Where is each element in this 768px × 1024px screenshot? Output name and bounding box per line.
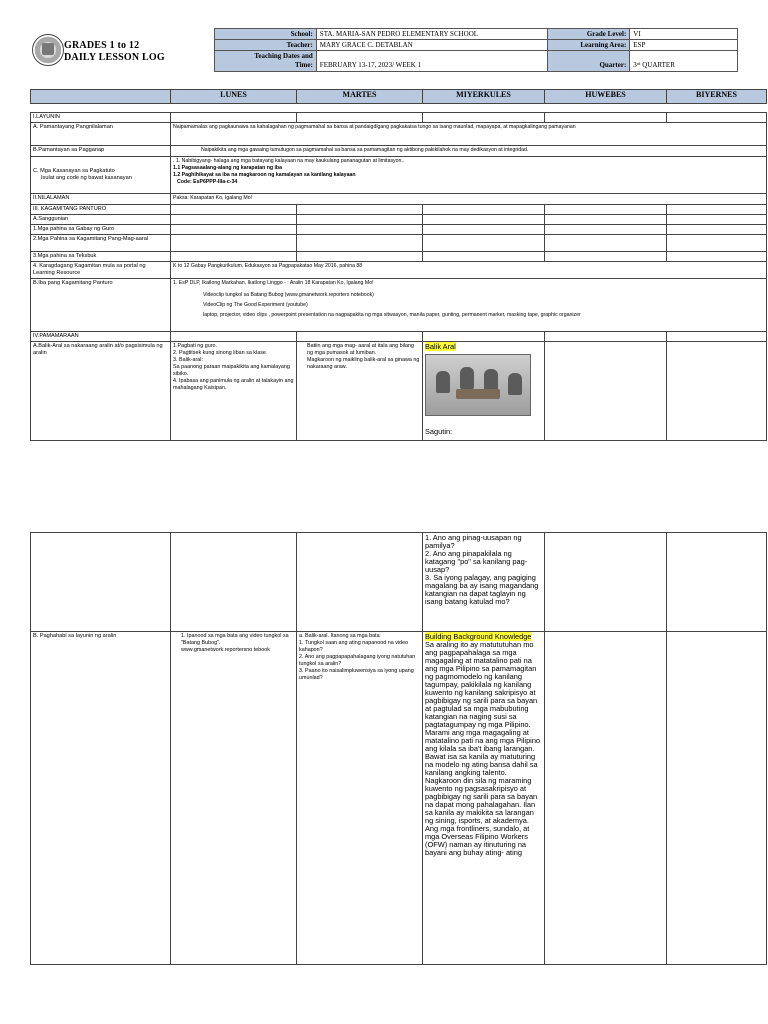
layunin-row <box>31 113 767 123</box>
dates-label-line-1: Teaching Dates and <box>254 52 313 60</box>
balik-lunes-line-4: Sa paanong paraan maipakikita ang kamalayang sibiko. <box>173 364 290 377</box>
karagdagang-row <box>31 262 767 279</box>
paghahabi-row <box>31 632 767 965</box>
cell <box>171 235 297 252</box>
cell <box>423 205 545 215</box>
kasanayan-line-4: Code: EsP6PPP-IIIa-c-34 <box>177 179 238 185</box>
title-line-2: DAILY LESSON LOG <box>64 52 165 63</box>
cell <box>423 215 545 225</box>
cell <box>667 252 767 262</box>
cell <box>297 533 423 632</box>
cell <box>423 225 545 235</box>
cell <box>297 235 423 252</box>
continuation-row <box>31 533 767 632</box>
kasanayan-label <box>31 157 171 194</box>
lesson-grid-page-2 <box>30 532 767 965</box>
pamamaraan-row <box>31 332 767 342</box>
kagamitang-mag-aaral-label: 2.Mga Pahina sa Kagamitang Pang-Mag-aaral <box>31 235 171 252</box>
balik-martes-line-2: Magkaroon ng maikling balik-aral sa ginawa ng nakaraang araw. <box>307 357 420 370</box>
karagdagang-label: 4. Karagdagang Kagamitan mula sa portal ng Learning Resource <box>31 262 171 279</box>
nilalaman-row <box>31 194 767 205</box>
balik-aral-heading: Balik Aral <box>425 342 456 351</box>
balik-aral-label: A.Balik-Aral sa nakaraang aralin at/o pagsisimula ng aralin <box>31 342 171 441</box>
cell <box>423 113 545 123</box>
question-2: 2. Ano ang pinapakilala ng katagang "po" sa kanilang pag-uusap? <box>425 549 528 574</box>
teksbuk-label: 3.Mga pahina sa Teksbuk <box>31 252 171 262</box>
cell <box>171 533 297 632</box>
paghahabi-lunes <box>171 632 297 965</box>
kasanayan-line-1: . 1. Nabibigyang- halaga ang mga batayang kalayaan na may kaukulang pananagutan at limitasyon.. <box>173 158 405 164</box>
teacher-label: Teacher: <box>215 40 317 51</box>
cell <box>667 113 767 123</box>
kasanayan-line-3: 1.2 Paghihikayat sa iba na magkaroon ng kamalayan sa kanilang kalayaan <box>173 172 356 178</box>
sanggunian-label: A.Sanggunian <box>31 215 171 225</box>
iba-line-4: laptop, projector, video clips , powerpoint presentation na nagpapakita ng mga sitwasyon, manila paper, gunting, permanent marker, masking tape, graphic organizer <box>203 312 581 318</box>
cell <box>423 252 545 262</box>
cell <box>545 225 667 235</box>
cell <box>297 113 423 123</box>
day-header-blank <box>31 90 171 104</box>
paghahabi-label: B. Paghahabi sa layunin ng aralin <box>31 632 171 965</box>
grade-value: VI <box>630 29 738 40</box>
iba-line-1: 1. EsP DLP, Ikatlong Markahan, Ikatlong Linggo - : Aralin 18 Karapatan Ko, Igalang Mo! <box>173 280 374 286</box>
cell <box>545 332 667 342</box>
header-info-table <box>214 28 738 72</box>
cell <box>171 113 297 123</box>
balik-aral-questions <box>423 533 545 632</box>
building-background-heading: Building Background Knowledge <box>425 632 532 641</box>
area-label: Learning Area: <box>548 40 630 51</box>
cell <box>545 205 667 215</box>
pamamaraan-label: IV.PAMAMARAAN <box>31 332 171 342</box>
gabay-label: 1.Mga pahina sa Gabay ng Guro <box>31 225 171 235</box>
nilalaman-text: Paksa: Karapatan Ko, Igalang Mo! <box>171 194 767 205</box>
cell <box>545 113 667 123</box>
grade-label: Grade Level: <box>548 29 630 40</box>
paghahabi-lunes-line-2: www.gmanetwork.reportersno tebook <box>181 647 270 653</box>
cell <box>297 252 423 262</box>
dates-label-line-2: Time: <box>295 61 313 69</box>
day-header-martes: MARTES <box>297 90 423 104</box>
sanggunian-row <box>31 215 767 225</box>
paghahabi-martes-line-4: 3. Paano ito naisalimpluwensiya sa iyong upang umunlad? <box>299 668 414 681</box>
quarter-label: Quarter: <box>548 51 630 72</box>
dates-value: FEBRUARY 13-17, 2023/ WEEK 1 <box>316 51 548 72</box>
teksbuk-row <box>31 252 767 262</box>
kagamitan-row <box>31 205 767 215</box>
balik-aral-row <box>31 342 767 441</box>
cell <box>297 205 423 215</box>
paghahabi-martes-line-2: 1. Tungkol saan ang ating napanood na video kahapon? <box>299 640 409 653</box>
iba-line-2: Videoclip tungkol sa Batang Bubog (www.gmanetwork.reporters notebook) <box>203 292 374 298</box>
day-header-huwebes: HUWEBES <box>545 90 667 104</box>
nilalaman-label: II.NILALAMAN <box>31 194 171 205</box>
cell <box>667 225 767 235</box>
question-3: 3. Sa iyong palagay, ang pagiging magalang ba ay isang magandang katangian na dapat taglayin ng isang batang katulad mo? <box>425 573 539 606</box>
paghahabi-martes <box>297 632 423 965</box>
figure-shape <box>484 369 498 391</box>
figure-shape <box>508 373 522 395</box>
day-header-biyernes: BIYERNES <box>667 90 767 104</box>
cell <box>667 632 767 965</box>
iba-text <box>171 279 767 332</box>
kagamitan-label: III. KAGAMITANG PANTURO <box>31 205 171 215</box>
pagganap-row <box>31 146 767 157</box>
cell <box>297 225 423 235</box>
pagganap-label: B.Pamantayan sa Pagganap <box>31 146 171 157</box>
cell <box>545 342 667 441</box>
lesson-grid-page-1 <box>30 89 767 441</box>
gabay-row <box>31 225 767 235</box>
balik-lunes-line-5: 4. Ipabasa ang panimula ng aralin at talakayin ang mahalagang Kaisipan. <box>173 378 294 391</box>
building-background-text: Sa araling ito ay matututuhan mo ang pagpapahalaga sa mga magagaling at matatalino pati na ang mga Pilipino sa pamamagitan ng pagmomodelo ng kanilang tagumpay, pakikilala ng kanilang kuwento ng kanilang sakripisyo at pagbibigay ng sarili para sa bayan at pagtulad sa mga mabubuting katangian na naging susi sa pagtatagumpay ng mga Pilipino. Marami ang mga magagaling at matatalino pati na ang mga Pilipino ang kilala sa iba't ibang larangan. Bawat isa sa kanila ay matuturing na modelo ng ating bansa dahil sa kanilang angking talento. Nagkaroon din sila ng maraming kuwento ng pagsasakripisyo at pagbibigay ng sarili para sa bayan na dapat mong pahalagahan. Ilan sa kanila ay makikita sa larangan ng sining, isports, at akademya. Ang mga frontliners, sundalo, at mga Overseas Filipino Workers (OFW) naman ay itinuturing na bayani ang buhay ating- ating <box>425 640 541 857</box>
figure-shape <box>460 367 474 389</box>
cell <box>171 252 297 262</box>
cell <box>423 332 545 342</box>
iba-row <box>31 279 767 332</box>
cell <box>545 235 667 252</box>
cell <box>667 235 767 252</box>
table-shape <box>456 389 500 399</box>
cell <box>667 332 767 342</box>
cell <box>667 215 767 225</box>
figure-shape <box>436 371 450 393</box>
dates-label <box>215 51 317 72</box>
cell <box>423 235 545 252</box>
family-illustration-image <box>425 354 531 416</box>
balik-aral-martes <box>297 342 423 441</box>
spacer-cell <box>31 104 767 113</box>
day-header-miyerkules: MIYERKULES <box>423 90 545 104</box>
document-title <box>64 40 165 64</box>
school-value: STA. MARIA-SAN PEDRO ELEMENTARY SCHOOL <box>316 29 548 40</box>
teacher-value: MARY GRACE C. DETABLAN <box>316 40 548 51</box>
cell <box>171 332 297 342</box>
paghahabi-martes-line-1: a. Balik-aral. Itanong sa mga bata <box>299 633 380 639</box>
balik-lunes-line-1: 1.Pagbati ng guro. <box>173 343 218 349</box>
kasanayan-row <box>31 157 767 194</box>
day-header-row <box>31 90 767 104</box>
school-label: School: <box>215 29 317 40</box>
cell <box>545 252 667 262</box>
iba-label: B.Iba pang Kagamitang Panturo <box>31 279 171 332</box>
kasanayan-label-line-2: Isulat ang code ng bawat kasanayan <box>41 175 132 181</box>
pagganap-text: Naipakikita ang mga gawaing tumutugon sa pagmamahal sa bansa sa pamamagitan ng aktibong pakikilahok na may dedikasyon at integridad. <box>171 146 767 157</box>
kasanayan-label-line-1: C. Mga Kasanayan sa Pagkatuto <box>33 168 115 174</box>
layunin-label: I.LAYUNIN <box>31 113 171 123</box>
question-1: 1. Ano ang pinag-uusapan ng pamilya? <box>425 533 522 550</box>
pangnilalaman-label: A. Pamantayang Pangnilalaman <box>31 123 171 146</box>
balik-aral-lunes <box>171 342 297 441</box>
cell <box>171 215 297 225</box>
cell <box>667 205 767 215</box>
cell <box>545 632 667 965</box>
quarter-value: 3ʳᵈ QUARTER <box>630 51 738 72</box>
cell <box>297 332 423 342</box>
karagdagang-text: K to 12 Gabay Pangkurikulum, Edukasyon sa Pagpapakatao May 2016, pahina 88 <box>171 262 767 279</box>
cell <box>667 533 767 632</box>
title-line-1: GRADES 1 to 12 <box>64 40 140 51</box>
cell <box>545 533 667 632</box>
kasanayan-text <box>171 157 767 194</box>
day-header-lunes: LUNES <box>171 90 297 104</box>
balik-aral-miyerkules <box>423 342 545 441</box>
paghahabi-martes-line-3: 2. Ano ang pagpapapahalagang iyong natutuhan tungkol sa aralin? <box>299 654 416 667</box>
balik-lunes-line-3: 3. Balik-aral: <box>173 357 203 363</box>
cell <box>31 533 171 632</box>
cell <box>545 215 667 225</box>
pangnilalaman-text: Naipamamalas ang pagkaunawa sa kahalagahan ng pagmamahal sa bansa at pandaigdigang pagkakaisa tungo sa isang maunlad, mapayapa, at mapagkalingang pamayanan <box>171 123 767 146</box>
cell <box>171 225 297 235</box>
balik-martes-line-1: Batiin ang mga mag- aaral at itala ang bilang ng mga pumasok at lumiban. <box>307 343 414 356</box>
kasanayan-line-2: 1.1 Pagsasaalang-alang ng karapatan ng iba <box>173 165 282 171</box>
spacer-row <box>31 104 767 113</box>
deped-seal-logo <box>32 34 64 66</box>
cell <box>171 205 297 215</box>
paghahabi-miyerkules <box>423 632 545 965</box>
area-value: ESP <box>630 40 738 51</box>
kagamitang-mag-aaral-row <box>31 235 767 252</box>
balik-lunes-line-2: 2. Pagtitsek kung sinong liban sa klase. <box>173 350 268 356</box>
iba-line-3: VideoClip ng The Good Experiment (youtube) <box>203 302 308 308</box>
paghahabi-lunes-line-1: 1. Ipanood sa mga bata ang video tungkol sa "Batang Bubog". <box>181 633 289 646</box>
sagutin-label: Sagutin: <box>425 427 453 436</box>
cell <box>667 342 767 441</box>
pangnilalaman-row <box>31 123 767 146</box>
cell <box>297 215 423 225</box>
